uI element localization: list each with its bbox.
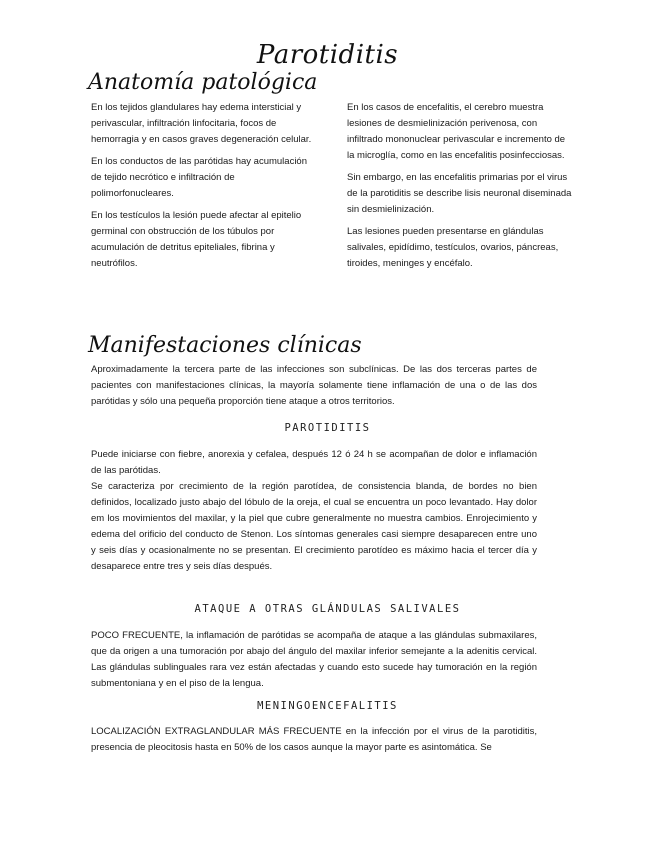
page-title: Parotiditis — [256, 40, 399, 70]
paragraph: Puede iniciarse con fiebre, anorexia y cefalea, después 12 ó 24 h se acompañan de dolor e inflamación de las parótidas. — [91, 449, 537, 476]
subheading-meningoencefalitis: MENINGOENCEFALITIS — [257, 700, 398, 712]
subheading-ataque: ATAQUE A OTRAS GLÁNDULAS SALIVALES — [194, 603, 461, 615]
ataque-text — [91, 628, 537, 692]
paragraph: En los testículos la lesión puede afectar al epitelio germinal con obstrucción de los túbulos por acumulación de detritus epiteliales, fibrina y neutrófilos. — [91, 210, 302, 269]
anatomia-right-column — [347, 100, 572, 278]
section-heading-anatomia: Anatomía patológica — [88, 70, 318, 95]
manifestaciones-intro — [91, 362, 537, 410]
parotiditis-text — [91, 447, 537, 575]
paragraph: Se caracteriza por crecimiento de la región parotídea, de consistencia blanda, de bordes no bien definidos, localizado justo abajo del lóbulo de la oreja, el cual se encuentra un poco levantado. Hay dolor em los movimientos del maxilar, y la piel que cubre generalmente no muestra cambios. Enrojecimiento y edema del orificio del conducto de Stenon. Los síntomas generales casi siempre desaparecen entre uno y seis días y ocasionalmente no se presentan. El crecimiento parotídeo es máximo hacia el tercer día y desaparece entre tres y seis días después. — [91, 481, 537, 572]
section-heading-manifestaciones: Manifestaciones clínicas — [88, 333, 362, 358]
paragraph: En los tejidos glandulares hay edema intersticial y perivascular, infiltración linfocitaria, focos de hemorragia y en casos graves degeneración celular. — [91, 102, 312, 145]
paragraph: Aproximadamente la tercera parte de las infecciones son subclínicas. De las dos terceras partes de pacientes con manifestaciones clínicas, la mayoría solamente tiene inflamación de una o de las dos parótidas y sólo una pequeña proporción tiene ataque a otros territorios. — [91, 364, 537, 407]
subheading-parotiditis: PAROTIDITIS — [284, 422, 371, 434]
paragraph: LOCALIZACIÓN EXTRAGLANDULAR MÁS FRECUENTE en la infección por el virus de la parotiditis, presencia de pleocitosis hasta en 50% de los casos aunque la mayor parte es asintomática. Se — [91, 726, 537, 753]
paragraph: POCO FRECUENTE, la inflamación de parótidas se acompaña de ataque a las glándulas submaxilares, que da origen a una tumoración por abajo del ángulo del maxilar inferior semejante a la adenitis cervical. Las glándulas sublinguales rara vez están afectadas y cuando esto sucede hay tumoración en la región submentoniana y en el piso de la lengua. — [91, 630, 537, 689]
paragraph: En los conductos de las parótidas hay acumulación de tejido necrótico e infiltración de polimorfonucleares. — [91, 156, 307, 199]
anatomia-left-column — [91, 100, 316, 278]
meningoencefalitis-text — [91, 724, 537, 756]
paragraph: Sin embargo, en las encefalitis primarias por el virus de la parotiditis se describe lisis neuronal diseminada sin desmielinización. — [347, 172, 572, 215]
paragraph: En los casos de encefalitis, el cerebro muestra lesiones de desmielinización perivenosa, con infiltrado mononuclear perivascular e incremento de la microglía, como en las encefalitis posinfecciosas. — [347, 102, 566, 161]
paragraph: Las lesiones pueden presentarse en glándulas salivales, epidídimo, testículos, ovarios, páncreas, tiroides, meninges y encéfalo. — [347, 226, 559, 269]
